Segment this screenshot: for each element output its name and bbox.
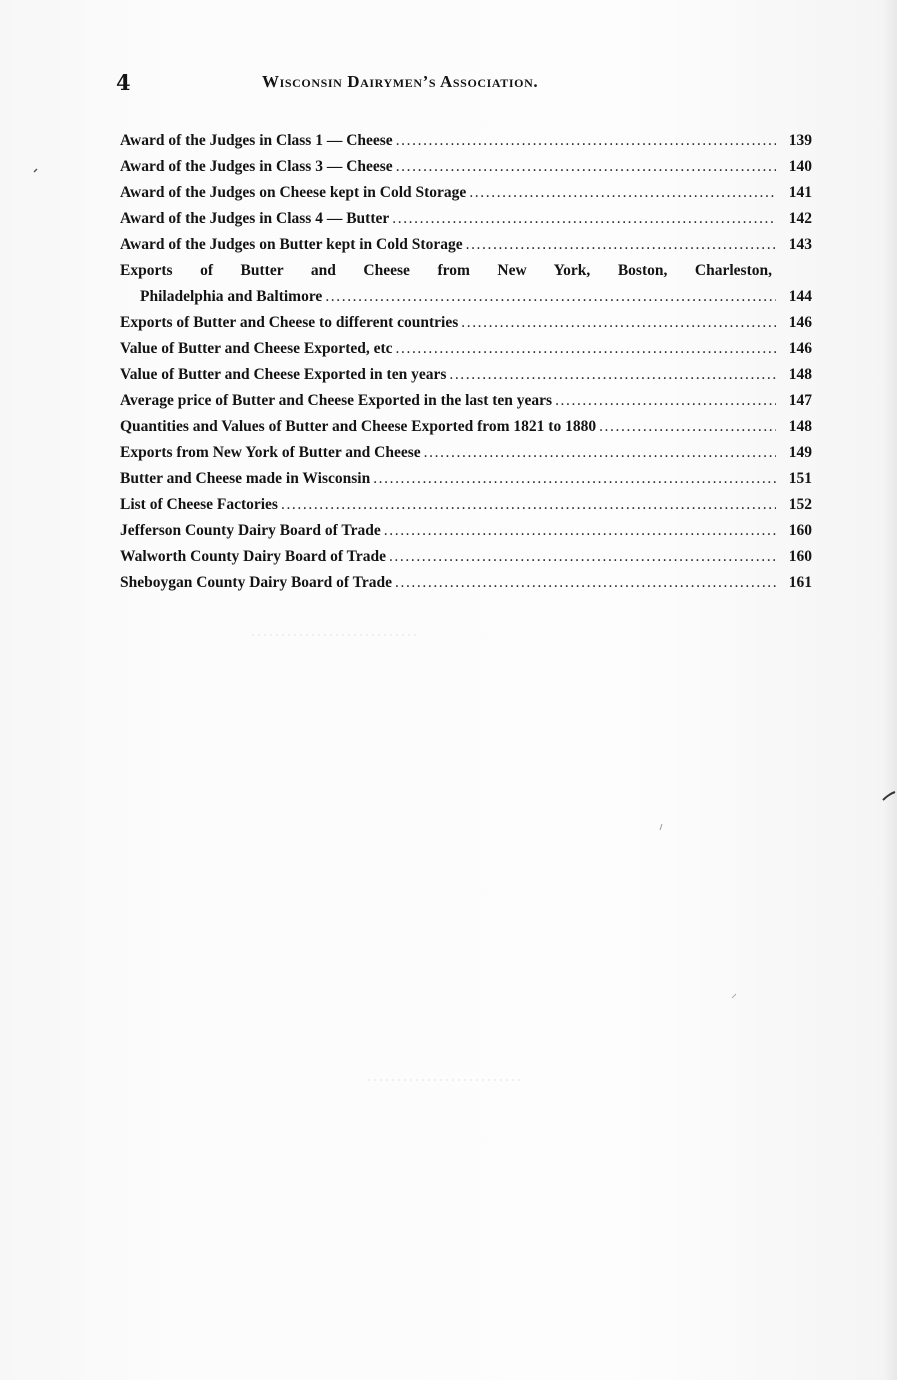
toc-entry-title: Exports of Butter and Cheese to different countries [120,314,459,331]
toc-entry-page: 151 [788,470,812,487]
toc-entry-title: Average price of Butter and Cheese Exported in the last ten years [120,392,553,409]
page-number: 4 [116,70,131,95]
toc-entry [120,336,812,362]
dot-leader [281,492,776,518]
toc-entry-title: List of Cheese Factories [120,496,278,513]
toc-entry-title: Award of the Judges in Class 4 — Butter [120,210,390,227]
toc-entry-line-1 [120,258,812,284]
speck-mark [660,824,662,830]
dot-leader [392,206,776,232]
toc-entry-title: Walworth County Dairy Board of Trade [120,548,386,565]
toc-entry [120,310,812,336]
toc-entry-page: 146 [788,340,812,357]
toc-entry-title: Award of the Judges on Cheese kept in Cold Storage [120,184,467,201]
dot-leader [469,180,776,206]
dot-leader [396,336,776,362]
toc-entry-title: Quantities and Values of Butter and Cheese Exported from 1821 to 1880 [120,418,597,435]
toc-entry [120,466,812,492]
toc-entry-page: 161 [788,574,812,591]
toc-entry [120,128,812,154]
toc-entry-title: Exports of Butter and Cheese from New York, Boston, Charleston, [120,262,772,279]
toc-entry-title-continued: Philadelphia and Baltimore [140,288,323,305]
toc-entry-page: 141 [788,184,812,201]
dot-leader [396,128,776,154]
toc-entry-page: 152 [788,496,812,513]
toc-entry-title: Butter and Cheese made in Wisconsin [120,470,371,487]
toc-entry [120,232,812,258]
toc-entry-page: 142 [788,210,812,227]
toc-entry-title: Award of the Judges in Class 1 — Cheese [120,132,393,149]
toc-entry-page: 140 [788,158,812,175]
toc-entry-title: Sheboygan County Dairy Board of Trade [120,574,392,591]
dot-leader [396,154,776,180]
toc-entry [120,206,812,232]
toc-entry [120,414,812,440]
dot-leader [555,388,776,414]
toc-entry-title: Exports from New York of Butter and Cheese [120,444,421,461]
toc-entry-page: 146 [788,314,812,331]
dot-leader [599,414,776,440]
running-head: Wisconsin Dairymen’s Association. [262,72,539,91]
toc-entry-title: Value of Butter and Cheese Exported, etc [120,340,393,357]
page-header [116,70,816,100]
toc-entry-page: 160 [788,548,812,565]
toc-entry [120,154,812,180]
page-edge-shadow [883,0,897,1380]
toc-entry-page: 143 [788,236,812,253]
dot-leader [373,466,776,492]
toc-entry-page: 160 [788,522,812,539]
toc-entry [120,570,812,596]
table-of-contents [120,128,812,596]
dot-leader [325,284,776,310]
toc-entry [120,388,812,414]
dot-leader [449,362,776,388]
toc-entry-page: 144 [788,288,812,305]
dot-leader [395,570,776,596]
toc-entry-title: Value of Butter and Cheese Exported in ten years [120,366,447,383]
toc-entry-page: 148 [788,418,812,435]
toc-entry-page: 149 [788,444,812,461]
dot-leader [466,232,776,258]
toc-entry-title: Award of the Judges on Butter kept in Cold Storage [120,236,463,253]
dot-leader [461,310,776,336]
toc-entry-page: 147 [788,392,812,409]
toc-entry [120,362,812,388]
toc-entry [120,544,812,570]
toc-entry-page: 139 [788,132,812,149]
toc-entry [120,492,812,518]
toc-entry-title: Jefferson County Dairy Board of Trade [120,522,381,539]
toc-entry-title: Award of the Judges in Class 3 — Cheese [120,158,393,175]
dot-leader [389,544,776,570]
dot-leader [424,440,776,466]
toc-entry-line-2 [120,284,812,310]
toc-entry [120,518,812,544]
dot-leader [384,518,776,544]
toc-entry [120,180,812,206]
speck-mark [34,169,37,172]
speck-mark [732,994,736,998]
toc-entry [120,440,812,466]
toc-entry-page: 148 [788,366,812,383]
